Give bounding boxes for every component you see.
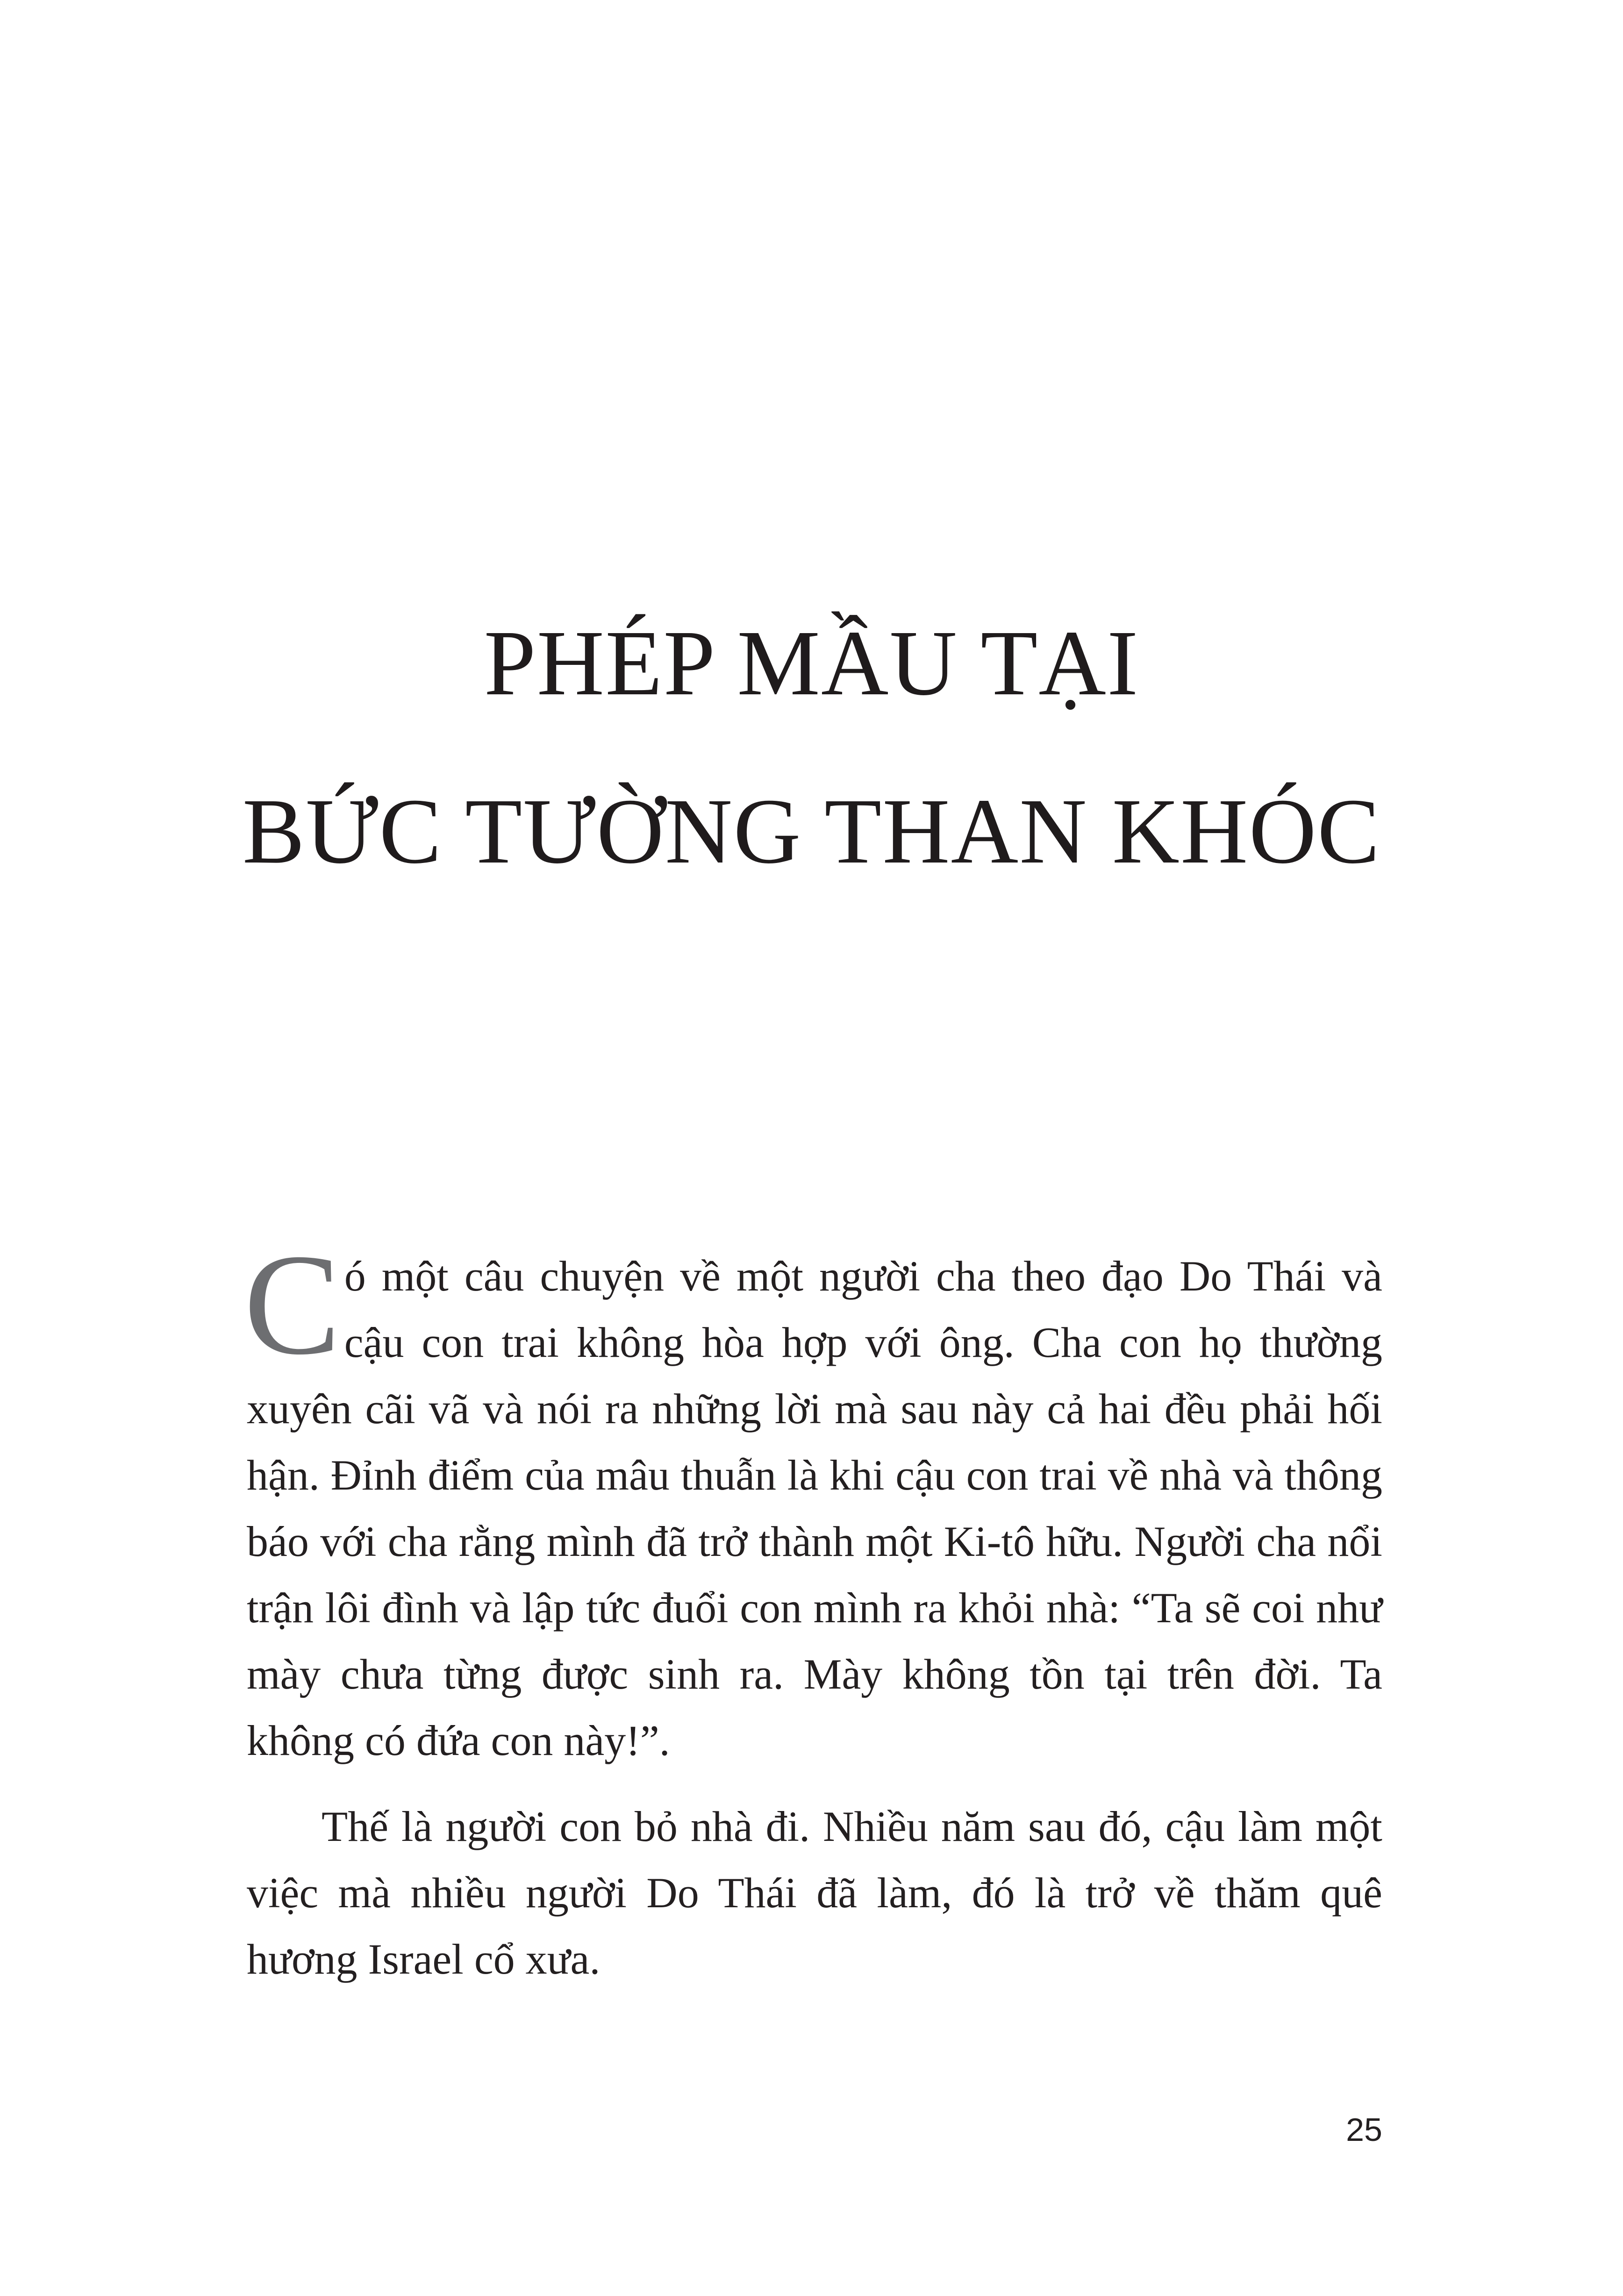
paragraph-1-text: ó một câu chuyện về một người cha theo đạo Do Thái và cậu con trai không hòa hợp với ông. Cha con họ thường xuyên cãi vã và nói ra những lời mà sau này cả hai đều phải hối hận. Đỉnh điểm của mâu thuẫn là khi cậu con trai về nhà và thông báo với cha rằng mình đã trở thành một Ki-tô hữu. Người cha nổi trận lôi đình và lập tức đuổi con mình ra khỏi nhà: “Ta sẽ coi như mày chưa từng được sinh ra. Mày không tồn tại trên đời. Ta không có đứa con này!”. xyxy=(247,1252,1382,1764)
drop-cap: C xyxy=(244,1225,341,1385)
chapter-title-line-1: PHÉP MẦU TẠI xyxy=(484,612,1139,715)
chapter-title-line-2: BỨC TƯỜNG THAN KHÓC xyxy=(242,780,1381,883)
paragraph-2-text: Thế là người con bỏ nhà đi. Nhiều năm sau đó, cậu làm một việc mà nhiều người Do Thái đã làm, đó là trở về thăm quê hương Israel cổ xưa. xyxy=(247,1803,1382,1983)
page-number: 25 xyxy=(1346,2111,1382,2148)
chapter-title xyxy=(0,579,1623,916)
body-text xyxy=(244,1225,1382,1992)
paragraph-2 xyxy=(247,1793,1382,1992)
paragraph-1 xyxy=(244,1225,1382,1774)
